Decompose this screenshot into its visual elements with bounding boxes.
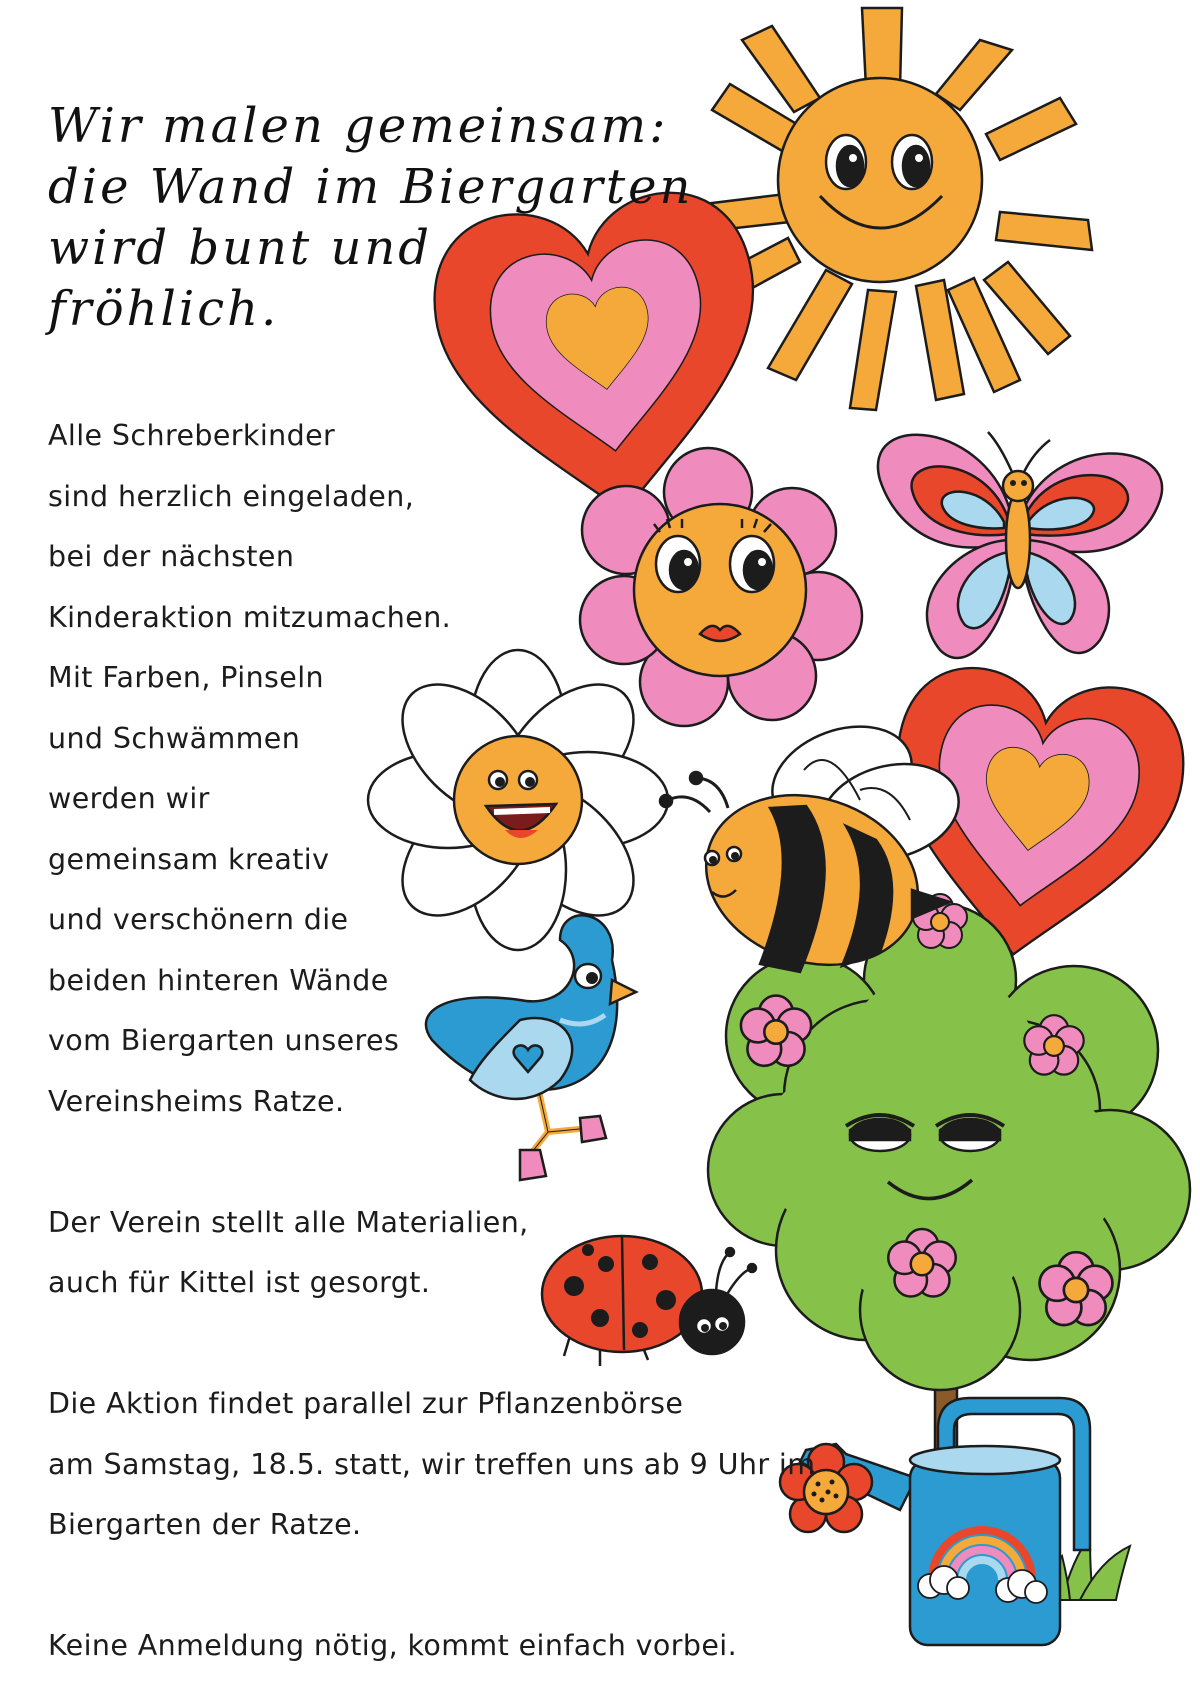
event-paragraph	[48, 1374, 928, 1556]
paragraph-gap	[48, 1314, 928, 1375]
body-line: beiden hinteren Wände	[48, 963, 389, 997]
body-line: Die Aktion findet parallel zur Pflanzenbörse	[48, 1387, 684, 1420]
body-line: bei der nächsten	[48, 540, 295, 573]
poster-title	[48, 96, 808, 340]
body-line: am Samstag, 18.5. statt, wir treffen uns ab 9 Uhr im	[48, 1447, 816, 1481]
materials-paragraph	[48, 1193, 928, 1314]
body-line: Der Verein stellt alle Materialien,	[48, 1205, 529, 1239]
body-line: werden wir	[48, 782, 210, 815]
body-line: und Schwämmen	[48, 721, 301, 755]
title-line: wird bunt und	[48, 220, 433, 276]
body-line: gemeinsam kreativ	[48, 842, 330, 876]
paragraph-gap	[48, 1132, 928, 1193]
title-line: fröhlich.	[48, 281, 280, 337]
body-line: sind herzlich eingeladen,	[48, 479, 415, 513]
body-line: und verschönern die	[48, 903, 349, 936]
body-line: Mit Farben, Pinseln	[48, 661, 325, 694]
closing-paragraph	[48, 1616, 928, 1677]
body-line: Keine Anmeldung nötig, kommt einfach vorbei.	[48, 1629, 738, 1662]
body-line: Vereinsheims Ratze.	[48, 1084, 345, 1118]
title-line: Wir malen gemeinsam:	[48, 98, 669, 154]
body-line: Alle Schreberkinder	[48, 419, 336, 452]
body-line: auch für Kittel ist gesorgt.	[48, 1266, 431, 1299]
body-line: Kinderaktion mitzumachen.	[48, 600, 452, 634]
paragraph-gap	[48, 1556, 928, 1617]
body-line: vom Biergarten unseres	[48, 1024, 400, 1057]
invitation-paragraph	[48, 406, 928, 1132]
title-line: die Wand im Biergarten	[48, 159, 694, 215]
body-line: Biergarten der Ratze.	[48, 1508, 362, 1541]
poster-body	[48, 406, 928, 1677]
